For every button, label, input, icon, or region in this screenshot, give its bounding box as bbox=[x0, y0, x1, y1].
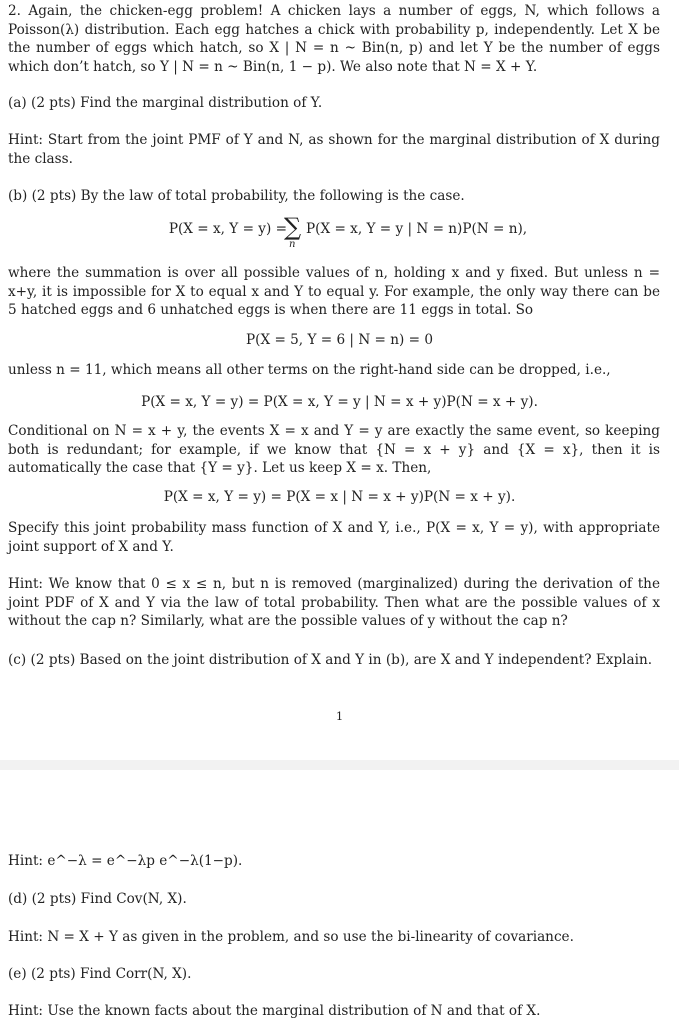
hint-exponent: Hint: e^−λ = e^−λp e^−λ(1−p). bbox=[8, 853, 243, 869]
equation-keep-x: P(X = x, Y = y) = P(X = x | N = x + y)P(N = x + y). bbox=[163, 489, 516, 505]
hint-d: Hint: N = X + Y as given in the problem, and so use the bi-linearity of covariance. bbox=[8, 929, 574, 945]
problem-intro: 2. Again, the chicken-egg problem! A chicken lays a number of eggs, N, which follows a Poisson(λ) distribution. Each egg hatches a chick with probability p, independently. Let X be the number of eggs which hatch, so X | N = n ~ Bin(n, p) and let Y be the number of eggs which don’t hatch, so Y | N = n ~ Bin(n, 1 − p). We also note that N = X + Y. bbox=[8, 3, 660, 75]
part-d: (d) (2 pts) Find Cov(N, X). bbox=[8, 891, 187, 907]
hint-b: Hint: We know that 0 ≤ x ≤ n, but n is removed (marginalized) during the derivation of the joint PDF of X and Y via the law of total probability. Then what are the possible values of x without the cap n? Similarly, what are the possible values of y without the cap n? bbox=[8, 576, 660, 629]
paragraph-b2: unless n = 11, which means all other terms on the right-hand side can be dropped, i.e., bbox=[8, 362, 611, 378]
part-c: (c) (2 pts) Based on the joint distribution of X and Y in (b), are X and Y independent? Explain. bbox=[8, 652, 653, 668]
equation-total-probability bbox=[0, 213, 679, 253]
summation-index: n bbox=[289, 239, 296, 250]
equation-example: P(X = 5, Y = 6 | N = n) = 0 bbox=[246, 332, 433, 348]
part-a: (a) (2 pts) Find the marginal distribution of Y. bbox=[8, 95, 323, 111]
hint-a: Hint: Start from the joint PMF of Y and N, as shown for the marginal distribution of X during the class. bbox=[8, 132, 660, 167]
paragraph-b4: Specify this joint probability mass function of X and Y, i.e., P(X = x, Y = y), with appropriate joint support of X and Y. bbox=[8, 520, 660, 555]
page-number: 1 bbox=[335, 709, 344, 723]
page-2 bbox=[0, 770, 679, 1023]
page-separator bbox=[0, 760, 679, 770]
part-b: (b) (2 pts) By the law of total probability, the following is the case. bbox=[8, 188, 465, 204]
summation-symbol: ∑ bbox=[284, 213, 302, 241]
hint-e: Hint: Use the known facts about the marginal distribution of N and that of X. bbox=[8, 1003, 541, 1019]
eq1-lhs: P(X = x, Y = y) = bbox=[168, 221, 287, 237]
paragraph-b3: Conditional on N = x + y, the events X = x and Y = y are exactly the same event, so keeping both is redundant; for example, if we know that {N = x + y} and {X = x}, then it is automatically the case that {Y = y}. Let us keep X = x. Then, bbox=[8, 423, 660, 476]
paragraph-b1: where the summation is over all possible values of n, holding x and y fixed. But unless n = x+y, it is impossible for X to equal x and Y to equal y. For example, the only way there can be 5 hatched eggs and 6 unhatched eggs is when there are 11 eggs in total. So bbox=[8, 265, 660, 318]
equation-dropped-terms: P(X = x, Y = y) = P(X = x, Y = y | N = x + y)P(N = x + y). bbox=[141, 394, 538, 410]
part-e: (e) (2 pts) Find Corr(N, X). bbox=[8, 966, 192, 982]
eq1-rhs: P(X = x, Y = y | N = n)P(N = n), bbox=[306, 221, 528, 237]
